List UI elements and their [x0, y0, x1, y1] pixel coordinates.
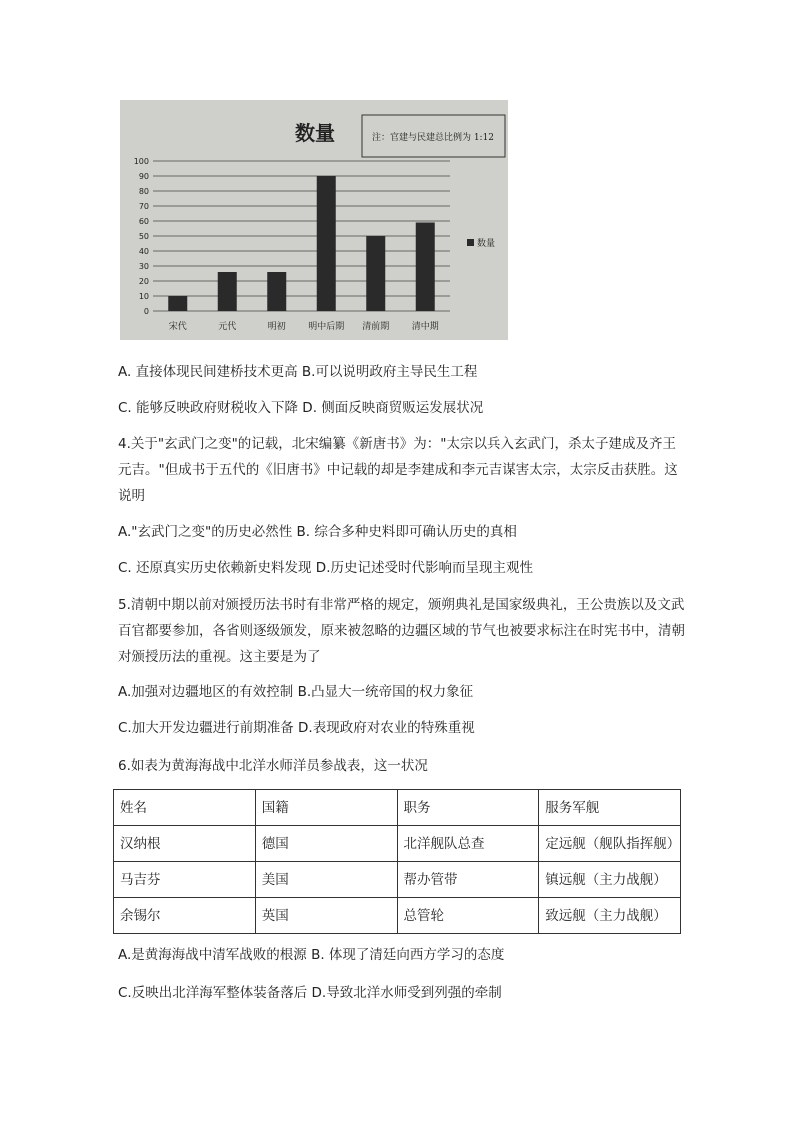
q4-stem: 4.关于"玄武门之变"的记载，北宋编纂《新唐书》为："太宗以兵入玄武门，杀太子建成及齐王元吉。"但成书于五代的《旧唐书》中记载的却是李建成和李元吉谋害太宗，太宗反击获胜。这说明 [118, 436, 678, 504]
bar-chart-svg [120, 100, 508, 340]
table-cell: 德国 [255, 826, 397, 862]
legend-label: 数量 [477, 239, 496, 249]
table-cell: 帮办管带 [397, 862, 539, 898]
q6-stem: 6.如表为黄海海战中北洋水师洋员参战表，这一状况 [118, 758, 428, 774]
table-header-cell: 服务军舰 [539, 790, 681, 826]
table-header-cell: 国籍 [255, 790, 397, 826]
bar [267, 272, 286, 311]
table-cell: 镇远舰（主力战舰） [539, 862, 681, 898]
y-tick-label: 60 [138, 217, 149, 226]
table-cell: 英国 [255, 898, 397, 934]
table-row [114, 826, 681, 862]
y-tick-label: 0 [143, 307, 149, 316]
q3-option-line-1: A. 直接体现民间建桥技术更高 B.可以说明政府主导民生工程 [118, 364, 478, 380]
y-tick-label: 20 [138, 277, 149, 286]
table-cell: 定远舰（舰队指挥舰） [539, 826, 681, 862]
q4-option-line-2: C. 还原真实历史依赖新史料发现 D.历史记述受时代影响而呈现主观性 [118, 560, 533, 576]
y-tick-label: 80 [138, 187, 149, 196]
q4-option-line-1: A."玄武门之变"的历史必然性 B. 综合多种史料即可确认历史的真相 [118, 524, 517, 540]
y-tick-label: 100 [133, 157, 149, 166]
table-cell: 致远舰（主力战舰） [539, 898, 681, 934]
table-header-row [114, 790, 681, 826]
q6-option-line-1: A.是黄海海战中清军战败的根源 B. 体现了清廷向西方学习的态度 [118, 947, 505, 963]
table-row [114, 862, 681, 898]
chart-note: 注：官建与民建总比例为 1:12 [371, 133, 495, 143]
table-cell: 总管轮 [397, 898, 539, 934]
x-tick-label: 元代 [218, 322, 237, 332]
y-tick-label: 90 [138, 172, 149, 181]
q5-option-line-2: C.加大开发边疆进行前期准备 D.表现政府对农业的特殊重视 [118, 720, 475, 736]
y-tick-label: 50 [138, 232, 149, 241]
chart-title: 数量 [295, 121, 335, 145]
q5-option-line-1: A.加强对边疆地区的有效控制 B.凸显大一统帝国的权力象征 [118, 684, 474, 700]
table-cell: 汉纳根 [114, 826, 256, 862]
bar [366, 236, 385, 311]
table-cell: 北洋舰队总查 [397, 826, 539, 862]
x-tick-label: 清前期 [362, 322, 390, 332]
bar-chart [120, 100, 508, 340]
table-header-cell: 职务 [397, 790, 539, 826]
table-row [114, 898, 681, 934]
table-header-cell: 姓名 [114, 790, 256, 826]
table-cell: 余锡尔 [114, 898, 256, 934]
foreign-crew-table [113, 789, 681, 934]
table-cell: 马吉芬 [114, 862, 256, 898]
q3-option-line-2: C. 能够反映政府财税收入下降 D. 侧面反映商贸贩运发展状况 [118, 400, 484, 416]
bar [168, 296, 187, 311]
q6-option-line-2: C.反映出北洋海军整体装备落后 D.导致北洋水师受到列强的牵制 [118, 985, 502, 1001]
legend-swatch [467, 239, 474, 246]
bar [218, 272, 237, 311]
x-tick-label: 明中后期 [308, 322, 345, 332]
x-tick-label: 清中期 [411, 322, 439, 332]
bar [317, 176, 336, 311]
y-tick-label: 40 [138, 247, 149, 256]
table-cell: 美国 [255, 862, 397, 898]
y-tick-label: 10 [138, 292, 149, 301]
bar [416, 223, 435, 312]
q5-stem: 5.清朝中期以前对颁授历法书时有非常严格的规定，颁朔典礼是国家级典礼，王公贵族以及文武百官都要参加，各省则逐级颁发，原来被忽略的边疆区域的节气也被要求标注在时宪书中，清朝对颁授历法的重视。这主要是为了 [118, 597, 685, 665]
x-tick-label: 明初 [267, 322, 286, 332]
y-tick-label: 30 [138, 262, 149, 271]
x-tick-label: 宋代 [168, 322, 187, 332]
y-tick-label: 70 [138, 202, 149, 211]
